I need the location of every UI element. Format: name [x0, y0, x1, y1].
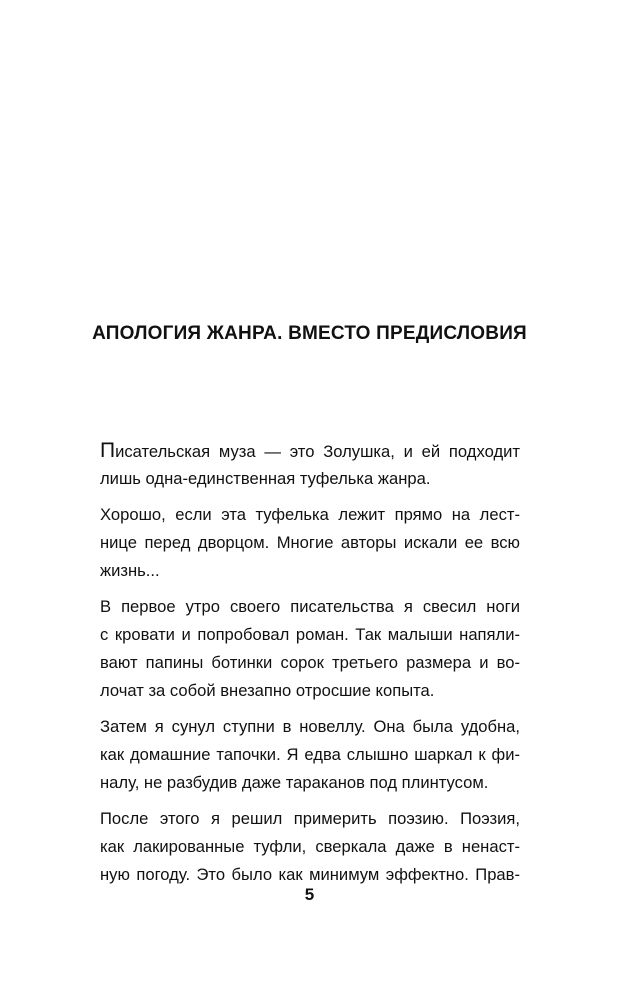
- body-text: [100, 437, 520, 889]
- text-line: как лакированные туфли, сверкала даже в ненаст-: [100, 837, 520, 856]
- text-line: Хорошо, если эта туфелька лежит прямо на лест-: [100, 505, 520, 524]
- text-line: лишь одна-единственная туфелька жанра.: [100, 469, 431, 488]
- text-line: Писательская муза — это Золушка, и ей подходит: [100, 439, 520, 462]
- text-line: Затем я сунул ступни в новеллу. Она была удобна,: [100, 717, 520, 736]
- text-line: В первое утро своего писательства я свесил ноги: [100, 597, 520, 616]
- page-number: 5: [304, 885, 315, 904]
- text-line: ную погоду. Это было как минимум эффектно. Прав-: [100, 865, 520, 884]
- text-line: вают папины ботинки сорок третьего размера и во-: [100, 653, 520, 672]
- text-line: с кровати и попробовал роман. Так малыши напяли-: [100, 625, 520, 644]
- text-line: После этого я решил примерить поэзию. Поэзия,: [100, 809, 520, 828]
- text-line: жизнь...: [100, 561, 160, 580]
- initial-letter: П: [100, 439, 116, 462]
- chapter-title: АПОЛОГИЯ ЖАНРА. ВМЕСТО ПРЕДИСЛОВИЯ: [92, 323, 527, 344]
- text-line: лочат за собой внезапно отросшие копыта.: [100, 681, 435, 700]
- text-line: налу, не разбудив даже тараканов под плинтусом.: [100, 773, 489, 792]
- text-line: нице перед дворцом. Многие авторы искали ее всю: [100, 533, 520, 552]
- text-line: как домашние тапочки. Я едва слышно шаркал к фи-: [100, 745, 520, 764]
